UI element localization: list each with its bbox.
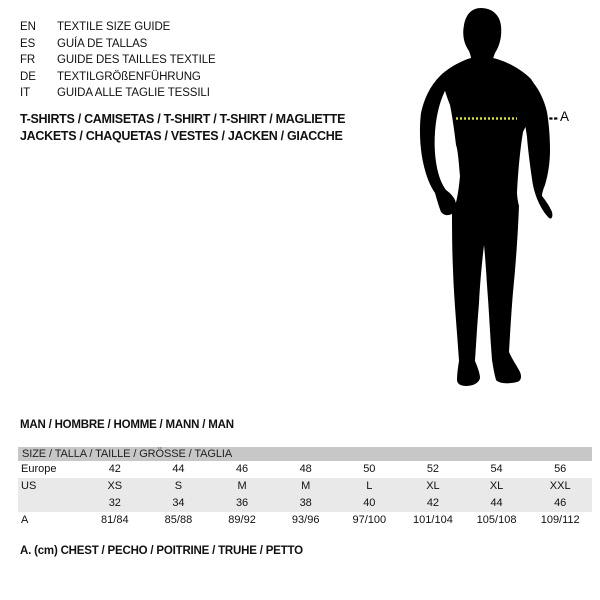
table-cell: 81/84: [101, 514, 129, 526]
table-cell: 109/112: [540, 514, 580, 526]
garment-types-line-1: T-SHIRTS / CAMISETAS / T-SHIRT / T-SHIRT / MAGLIETTE: [20, 112, 346, 126]
language-label: TEXTILE SIZE GUIDE: [57, 21, 171, 33]
table-cell: 48: [299, 463, 312, 475]
language-code: FR: [20, 54, 36, 67]
table-cell: 46: [235, 463, 249, 475]
measure-label-a: A: [560, 109, 570, 124]
table-row-chest-a: [18, 512, 592, 529]
table-row-us: [18, 478, 592, 495]
table-cell: XS: [107, 480, 123, 492]
table-cell: 38: [299, 497, 312, 509]
language-label: TEXTILGRÖßENFÜHRUNG: [57, 70, 201, 83]
language-code: DE: [20, 70, 36, 83]
silhouette-legs: [452, 206, 521, 386]
table-cell: 44: [490, 497, 503, 509]
table-cell: XL: [489, 480, 504, 492]
silhouette-head: [463, 8, 501, 66]
table-cell: 56: [554, 463, 567, 475]
section-title: MAN / HOMBRE / HOMME / MANN / MAN: [20, 419, 234, 431]
table-cell: 101/104: [413, 514, 453, 526]
table-row-numeric: [18, 495, 592, 512]
table-cell: M: [237, 480, 247, 492]
language-code: ES: [20, 37, 36, 50]
table-cell: 89/92: [228, 514, 256, 526]
language-label: GUIDA ALLE TAGLIE TESSILI: [57, 87, 210, 100]
table-cell: 32: [108, 497, 121, 509]
language-label: GUÍA DE TALLAS: [57, 37, 148, 50]
table-cell: XL: [426, 480, 440, 492]
row-label: US: [21, 480, 37, 492]
table-cell: 42: [426, 497, 440, 509]
language-code: IT: [20, 87, 31, 100]
table-cell: 85/88: [164, 514, 193, 526]
size-table-header: SIZE / TALLA / TAILLE / GRÖSSE / TAGLIA: [18, 447, 592, 461]
language-label: GUIDE DES TAILLES TEXTILE: [57, 54, 216, 67]
row-label: Europe: [21, 463, 57, 475]
table-cell: 46: [554, 497, 567, 509]
language-code: EN: [20, 21, 36, 33]
table-cell: XXL: [549, 480, 571, 492]
table-cell: 40: [363, 497, 376, 509]
table-cell: M: [301, 480, 311, 492]
table-cell: 42: [108, 463, 121, 475]
table-cell: 97/100: [352, 514, 387, 526]
row-label: [18, 495, 83, 512]
table-cell: 36: [235, 497, 249, 509]
table-cell: 52: [426, 463, 440, 475]
table-cell: 44: [172, 463, 185, 475]
row-label: A: [21, 514, 29, 526]
table-cell: 105/108: [476, 514, 517, 526]
table-cell: 54: [490, 463, 503, 475]
table-cell: L: [366, 480, 373, 492]
table-cell: 93/96: [291, 514, 320, 526]
size-table: [18, 447, 592, 529]
table-cell: S: [174, 480, 183, 492]
table-cell: 50: [363, 463, 376, 475]
table-row-europe: [18, 461, 592, 478]
table-cell: 34: [172, 497, 185, 509]
garment-types-line-2: JACKETS / CHAQUETAS / VESTES / JACKEN / GIACCHE: [20, 128, 343, 143]
footnote-chest: A. (cm) CHEST / PECHO / POITRINE / TRUHE / PETTO: [20, 545, 303, 557]
